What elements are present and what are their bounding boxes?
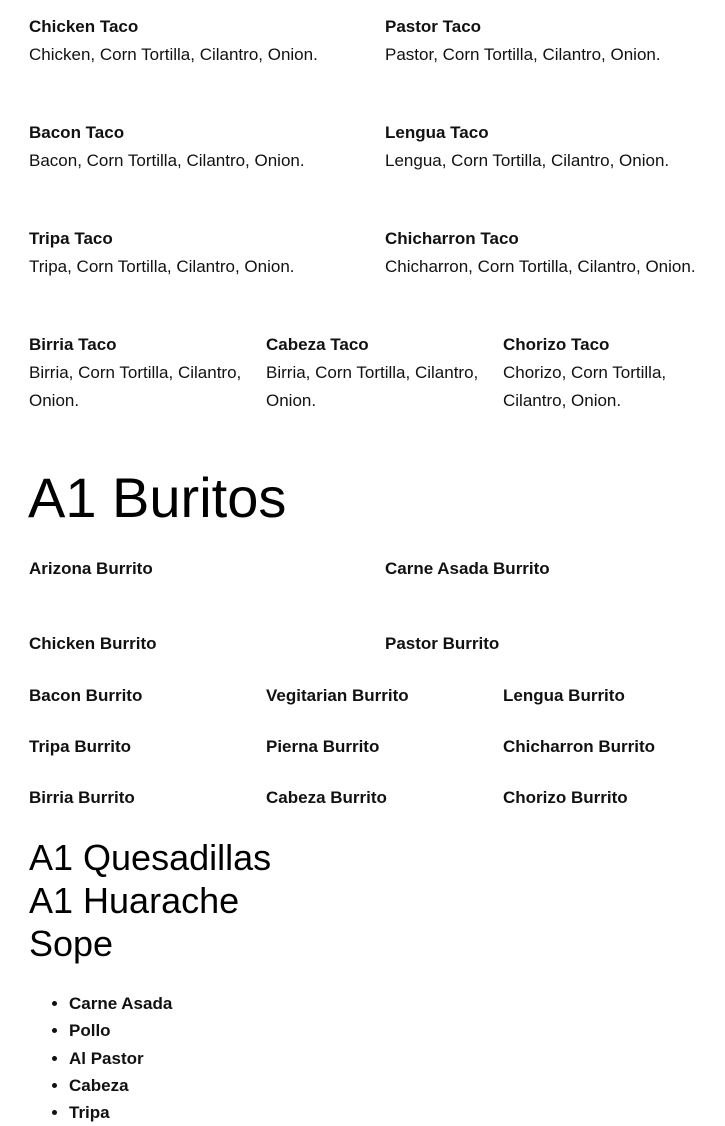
menu-item-cabeza-burrito <box>266 786 491 810</box>
menu-item-pastor-burrito <box>385 632 715 656</box>
item-name: Bacon Burrito <box>29 686 143 705</box>
burritos-heading: A1 Buritos <box>28 466 287 529</box>
list-item: • Pollo <box>69 1017 172 1044</box>
item-description: Chorizo, Corn Tortilla, Cilantro, Onion. <box>503 363 667 410</box>
meat-options-list <box>29 990 172 1126</box>
item-name: Chicharron Taco <box>385 229 519 248</box>
item-name: Chicken Burrito <box>29 634 157 653</box>
item-name: Pierna Burrito <box>266 737 380 756</box>
list-item: • Al Pastor <box>69 1045 172 1072</box>
menu-item-cabeza-taco <box>266 333 491 415</box>
quesadillas-heading: A1 Quesadillas <box>29 837 272 878</box>
menu-item-birria-taco <box>29 333 254 415</box>
menu-item-lengua-burrito <box>503 684 703 708</box>
list-item: • Cabeza <box>69 1072 172 1099</box>
item-name: Vegitarian Burrito <box>266 686 409 705</box>
menu-item-arizona-burrito <box>29 557 349 581</box>
list-item: • Carne Asada <box>69 990 172 1017</box>
item-description: Lengua, Corn Tortilla, Cilantro, Onion. <box>385 151 670 170</box>
item-description: Chicharron, Corn Tortilla, Cilantro, Onion. <box>385 257 696 276</box>
item-name: Chorizo Burrito <box>503 788 628 807</box>
menu-item-birria-burrito <box>29 786 254 810</box>
menu-item-tripa-burrito <box>29 735 254 759</box>
menu-item-vegitarian-burrito <box>266 684 491 708</box>
item-name: Lengua Burrito <box>503 686 625 705</box>
item-description: Birria, Corn Tortilla, Cilantro, Onion. <box>266 363 479 410</box>
item-name: Chicharron Burrito <box>503 737 656 756</box>
menu-item-carne-asada-burrito <box>385 557 715 581</box>
item-name: Cabeza Taco <box>266 335 369 354</box>
item-name: Tripa Taco <box>29 229 113 248</box>
menu-item-chorizo-taco <box>503 333 703 415</box>
item-name: Birria Burrito <box>29 788 135 807</box>
item-name: Pastor Burrito <box>385 634 500 653</box>
item-description: Tripa, Corn Tortilla, Cilantro, Onion. <box>29 257 295 276</box>
menu-item-chicken-taco <box>29 15 349 69</box>
menu-item-bacon-burrito <box>29 684 254 708</box>
item-description: Birria, Corn Tortilla, Cilantro, Onion. <box>29 363 242 410</box>
list-item: • Tripa <box>69 1099 172 1126</box>
item-name: Chicken Taco <box>29 17 139 36</box>
item-name: Carne Asada Burrito <box>385 559 550 578</box>
item-name: Birria Taco <box>29 335 117 354</box>
item-description: Chicken, Corn Tortilla, Cilantro, Onion. <box>29 45 318 64</box>
item-name: Cabeza Burrito <box>266 788 387 807</box>
menu-item-pastor-taco <box>385 15 715 69</box>
item-description: Bacon, Corn Tortilla, Cilantro, Onion. <box>29 151 305 170</box>
item-name: Bacon Taco <box>29 123 125 142</box>
menu-item-tripa-taco <box>29 227 349 281</box>
sope-heading: Sope <box>29 923 114 964</box>
menu-item-chorizo-burrito <box>503 786 703 810</box>
item-name: Chorizo Taco <box>503 335 610 354</box>
item-name: Pastor Taco <box>385 17 482 36</box>
menu-item-chicharron-taco <box>385 227 715 281</box>
menu-item-lengua-taco <box>385 121 715 175</box>
huarache-heading: A1 Huarache <box>29 880 240 921</box>
item-description: Pastor, Corn Tortilla, Cilantro, Onion. <box>385 45 661 64</box>
menu-item-chicken-burrito <box>29 632 349 656</box>
menu-item-bacon-taco <box>29 121 349 175</box>
item-name: Arizona Burrito <box>29 559 153 578</box>
menu-item-chicharron-burrito <box>503 735 703 759</box>
item-name: Lengua Taco <box>385 123 489 142</box>
menu-item-pierna-burrito <box>266 735 491 759</box>
item-name: Tripa Burrito <box>29 737 132 756</box>
